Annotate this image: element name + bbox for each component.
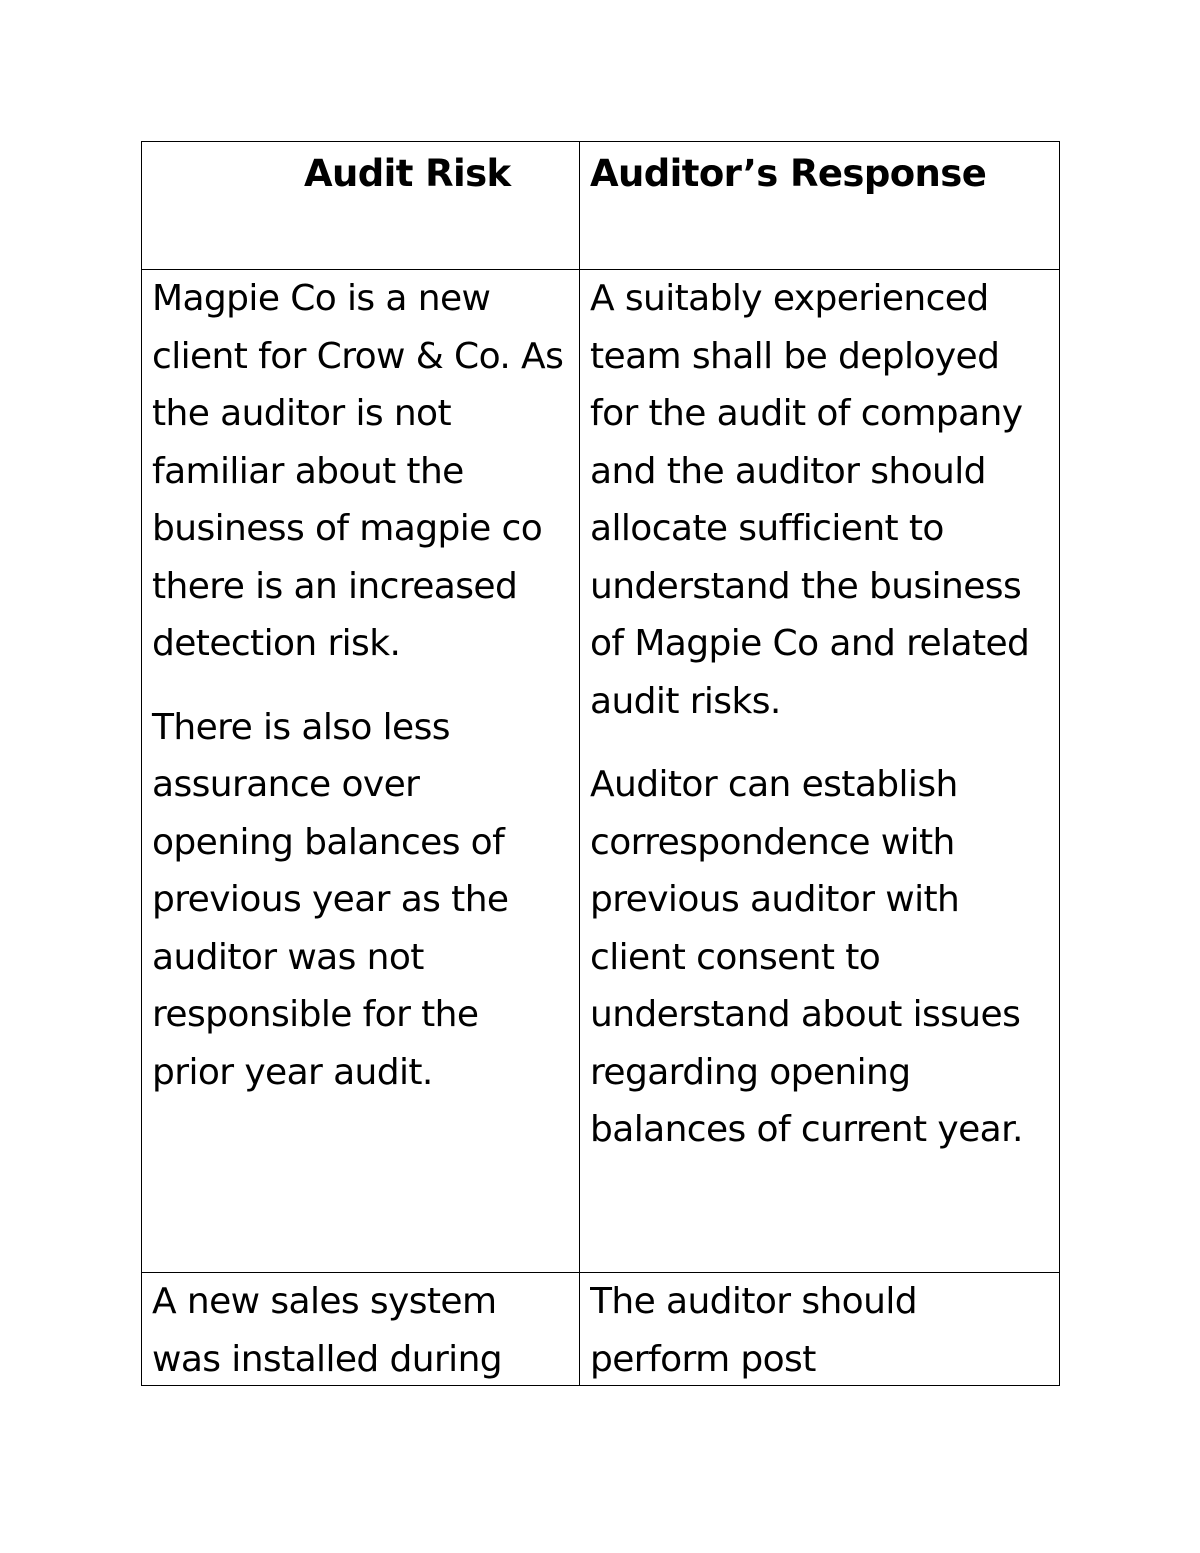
risk-paragraph: A new sales system was installed during xyxy=(152,1281,503,1380)
audit-risk-table xyxy=(141,141,1060,1386)
risk-cell xyxy=(142,270,580,1273)
table-header-row xyxy=(142,142,1060,270)
header-auditors-response-label: Auditor’s Response xyxy=(590,152,987,195)
header-auditors-response xyxy=(580,142,1060,270)
response-paragraph: A suitably experienced team shall be deployed for the audit of company and the auditor should allocate sufficient to understand the business of Magpie Co and related audit risks. xyxy=(590,278,1030,722)
response-paragraph: Auditor can establish correspondence with previous auditor with client consent to understand about issues regarding opening balances of current year. xyxy=(590,764,1023,1150)
table-row xyxy=(142,270,1060,1273)
risk-paragraph: There is also less assurance over opening balances of previous year as the auditor was not responsible for the prior year audit. xyxy=(152,706,509,1093)
header-audit-risk xyxy=(142,142,580,270)
risk-cell xyxy=(142,1273,580,1386)
response-paragraph: The auditor should perform post xyxy=(590,1281,917,1380)
risk-paragraph: Magpie Co is a new client for Crow & Co. As the auditor is not familiar about the business of magpie co there is an increased detection risk. xyxy=(152,278,564,664)
table-row xyxy=(142,1273,1060,1386)
response-cell xyxy=(580,1273,1060,1386)
response-cell xyxy=(580,270,1060,1273)
header-audit-risk-label: Audit Risk xyxy=(304,152,511,195)
